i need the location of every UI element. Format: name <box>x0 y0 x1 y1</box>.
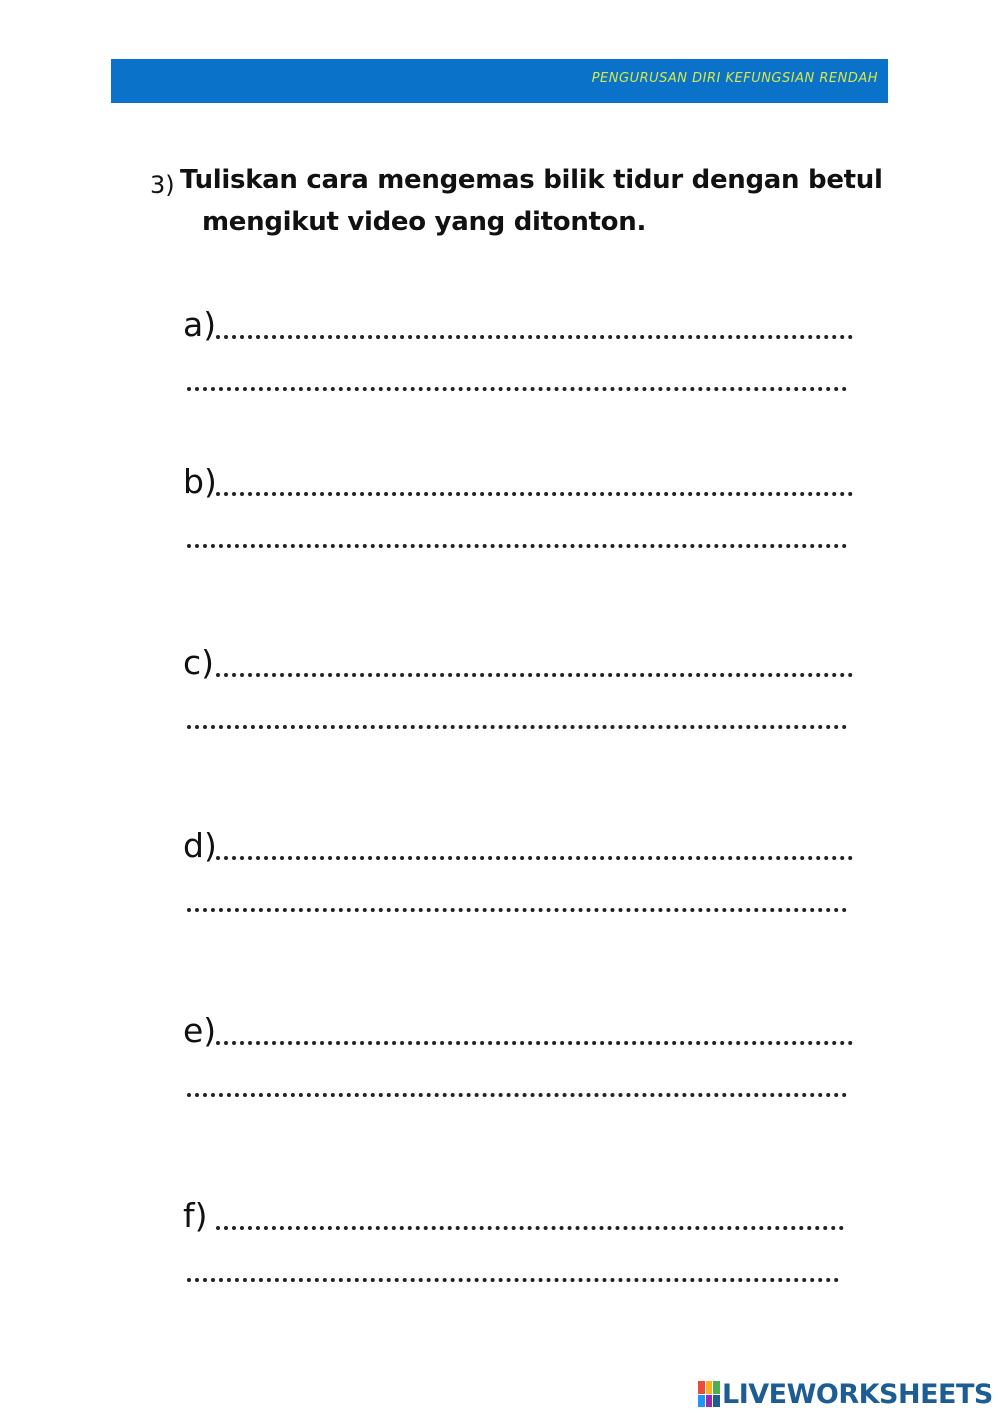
answer-field-c-line2[interactable] <box>187 725 847 729</box>
header-bar <box>111 59 888 103</box>
answer-field-d-line1[interactable] <box>216 856 853 860</box>
answer-field-a-line2[interactable] <box>187 387 847 391</box>
answer-field-e-line2[interactable] <box>187 1093 847 1097</box>
header-title: PENGURUSAN DIRI KEFUNGSIAN RENDAH <box>591 71 878 86</box>
liveworksheets-logo <box>698 1378 993 1410</box>
logo-text: LIVEWORKSHEETS <box>722 1378 993 1410</box>
answer-label: b) <box>183 462 217 501</box>
answer-field-a-line1[interactable] <box>216 335 853 339</box>
question-text-line1: Tuliskan cara mengemas bilik tidur dengan betul <box>180 165 883 195</box>
answer-field-f-line2[interactable] <box>187 1278 839 1282</box>
answer-label: d) <box>183 826 217 865</box>
answer-label: a) <box>183 305 217 344</box>
question-text-line2: mengikut video yang ditonton. <box>202 207 647 237</box>
answer-field-c-line1[interactable] <box>216 673 853 677</box>
answer-field-f-line1[interactable] <box>216 1226 844 1230</box>
answer-field-d-line2[interactable] <box>187 908 847 912</box>
answer-label: e) <box>183 1011 217 1050</box>
answer-label: c) <box>183 643 215 682</box>
question-number: 3) <box>150 171 175 199</box>
liveworksheets-icon <box>698 1381 720 1407</box>
answer-field-b-line1[interactable] <box>216 492 853 496</box>
answer-field-e-line1[interactable] <box>216 1041 853 1045</box>
answer-label: f) <box>183 1196 208 1235</box>
answer-field-b-line2[interactable] <box>187 544 847 548</box>
